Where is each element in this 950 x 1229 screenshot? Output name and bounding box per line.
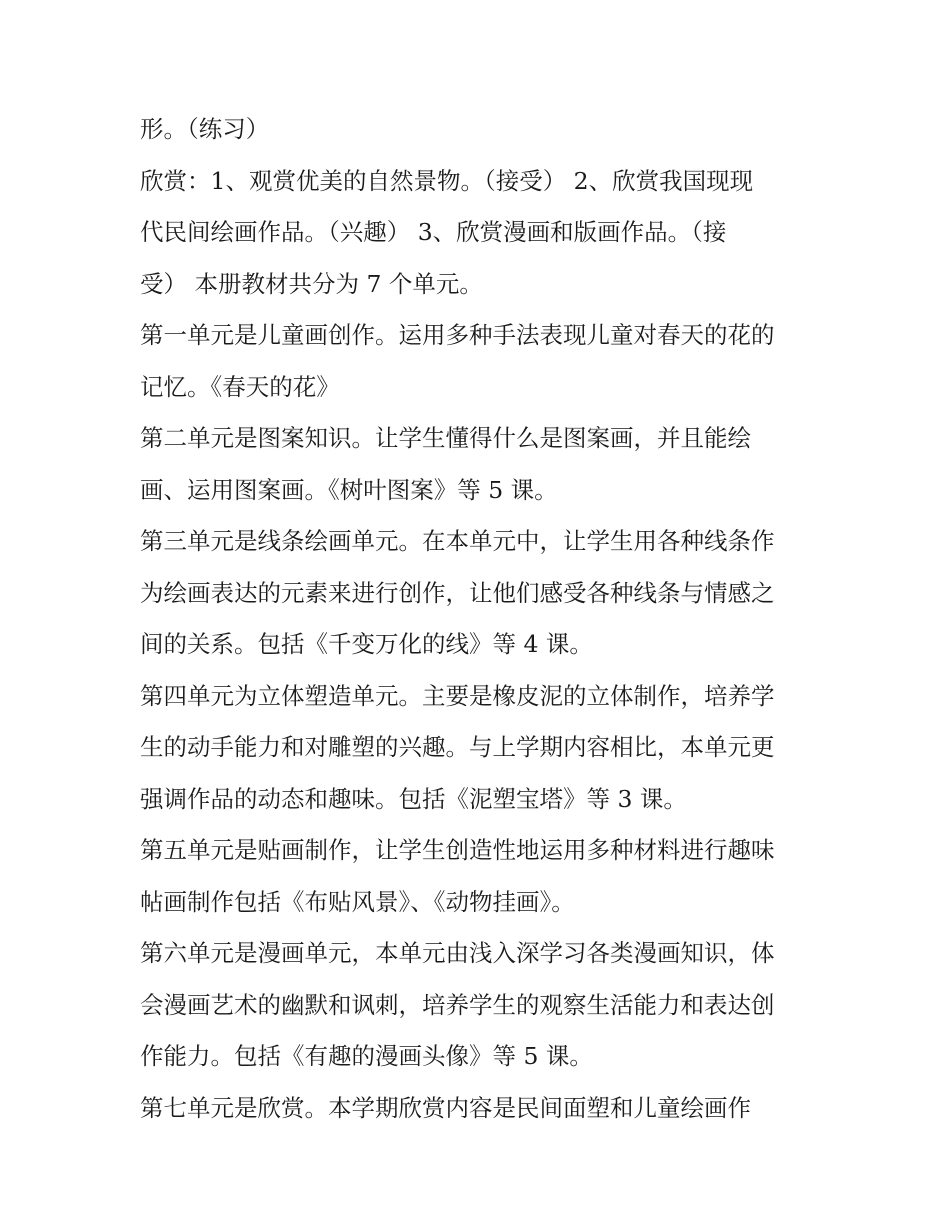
text-line: 生的动手能力和对雕塑的兴趣。与上学期内容相比，本单元更 [140, 733, 775, 761]
text-line: 第六单元是漫画单元，本单元由浅入深学习各类漫画知识，体 [140, 939, 775, 967]
text-line: 受） 本册教材共分为 7 个单元。 [140, 269, 483, 298]
text-line: 会漫画艺术的幽默和讽刺，培养学生的观察生活能力和表达创 [140, 990, 775, 1019]
text-line: 第七单元是欣赏。本学期欣赏内容是民间面塑和儿童绘画作 [140, 1093, 751, 1122]
document-body [140, 104, 830, 1134]
text-line: 画、运用图案画。《树叶图案》等 5 课。 [140, 475, 558, 504]
text-line: 形。（练习） [140, 115, 270, 143]
text-line: 第三单元是线条绘画单元。在本单元中，让学生用各种线条作 [140, 527, 775, 555]
text-line: 作能力。包括《有趣的漫画头像》等 5 课。 [140, 1042, 593, 1070]
text-line: 第一单元是儿童画创作。运用多种手法表现儿童对春天的花的 [140, 321, 775, 349]
text-line: 帖画制作包括《布贴风景》、《动物挂画》。 [140, 887, 575, 916]
text-line: 为绘画表达的元素来进行创作，让他们感受各种线条与情感之 [140, 578, 775, 607]
text-line: 间的关系。包括《千变万化的线》等 4 课。 [140, 630, 593, 658]
text-line: 代民间绘画作品。（兴趣） 3、欣赏漫画和版画作品。（接 [140, 218, 727, 246]
text-line: 记忆。《春天的花》 [140, 372, 340, 401]
text-line: 第二单元是图案知识。让学生懂得什么是图案画，并且能绘 [140, 424, 751, 452]
text-line: 欣赏：1、观赏优美的自然景物。（接受） 2、欣赏我国现现 [140, 166, 754, 195]
text-line: 强调作品的动态和趣味。包括《泥塑宝塔》等 3 课。 [140, 784, 687, 813]
text-line: 第五单元是贴画制作，让学生创造性地运用多种材料进行趣味 [140, 836, 775, 864]
text-line: 第四单元为立体塑造单元。主要是橡皮泥的立体制作，培养学 [140, 681, 775, 710]
